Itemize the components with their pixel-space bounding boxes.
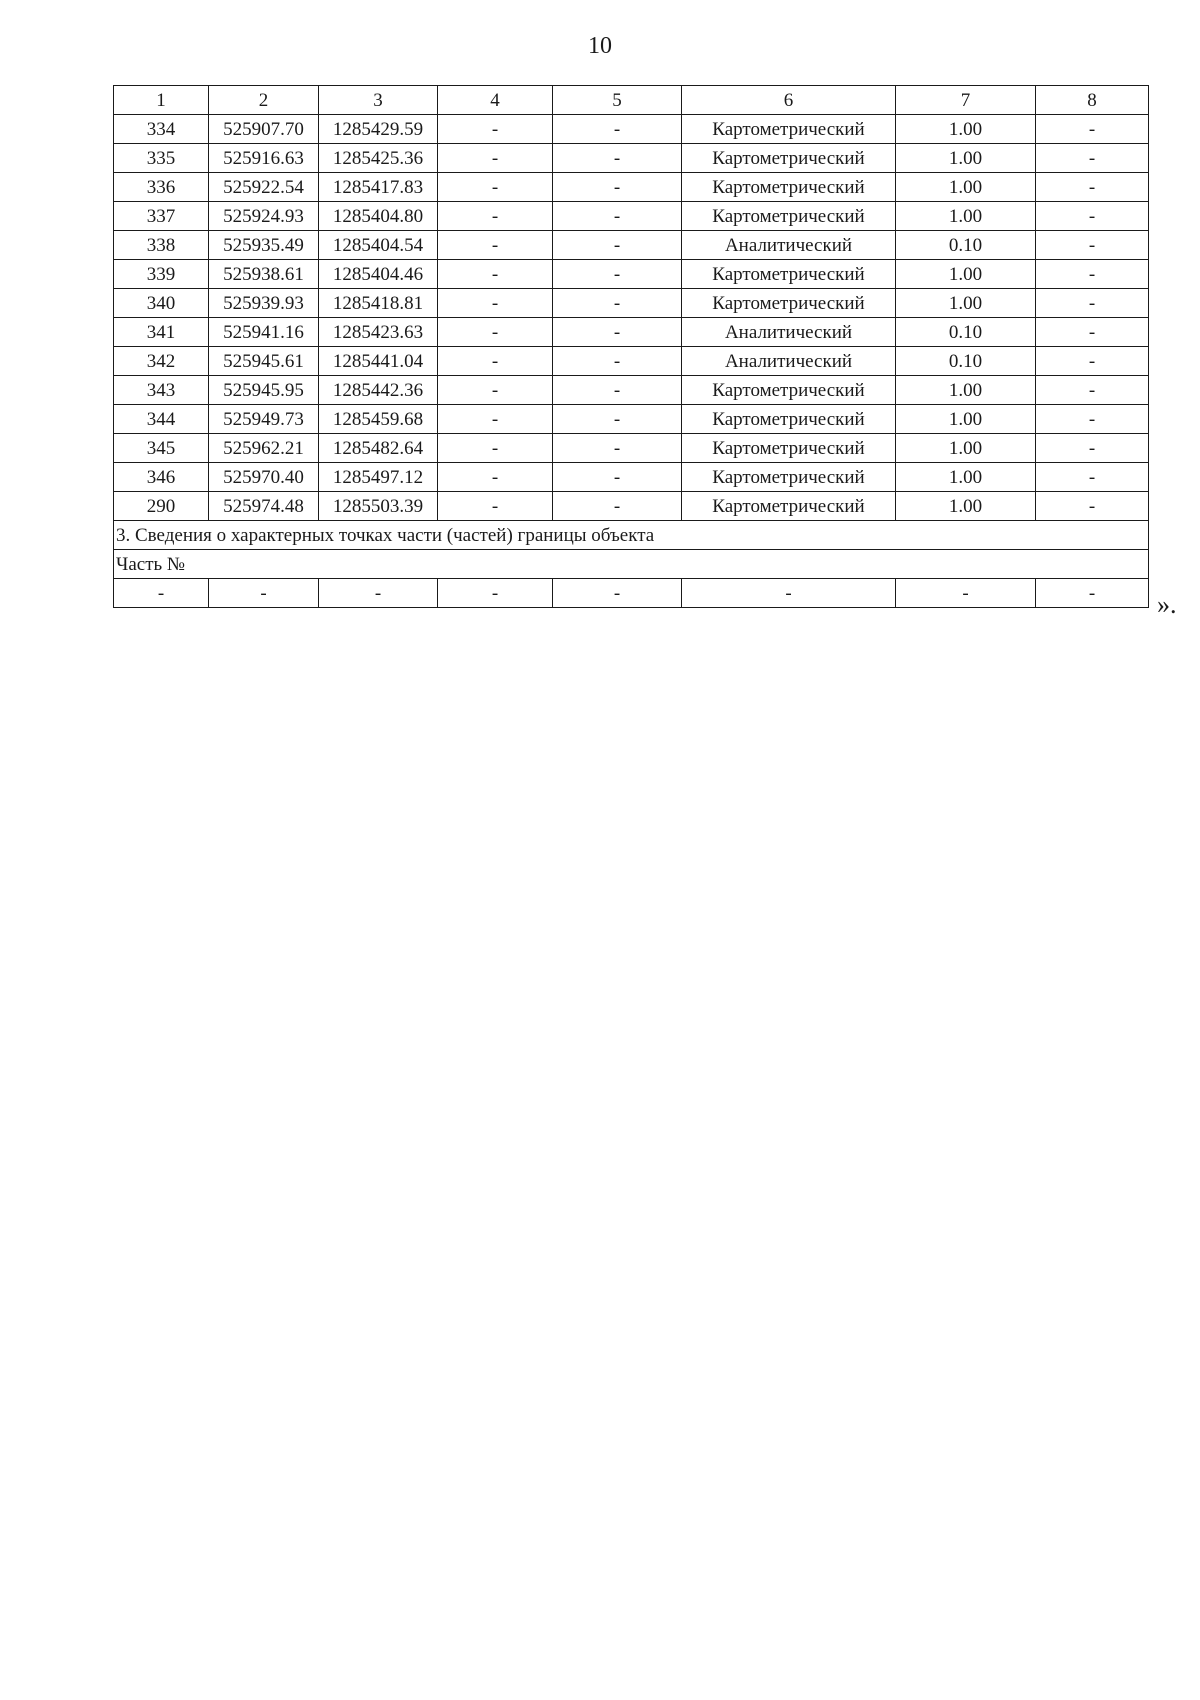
table-cell: Аналитический (682, 347, 896, 376)
table-cell: 1.00 (896, 376, 1036, 405)
header-cell: 8 (1036, 86, 1149, 115)
table-cell: - (438, 289, 553, 318)
table-row (114, 289, 1149, 318)
table-cell: 338 (114, 231, 209, 260)
table-cell: Картометрический (682, 260, 896, 289)
table-cell: 1285503.39 (319, 492, 438, 521)
table-cell: 1285459.68 (319, 405, 438, 434)
table-cell: 337 (114, 202, 209, 231)
table-cell: 525924.93 (209, 202, 319, 231)
table-cell: 525941.16 (209, 318, 319, 347)
table-cell: 1285482.64 (319, 434, 438, 463)
table-row (114, 260, 1149, 289)
empty-cell: - (438, 579, 553, 608)
table-cell: - (1036, 289, 1149, 318)
table-cell: 525916.63 (209, 144, 319, 173)
table-cell: - (438, 492, 553, 521)
table-cell: 1.00 (896, 173, 1036, 202)
table-cell: 341 (114, 318, 209, 347)
table-cell: 1.00 (896, 115, 1036, 144)
header-cell: 6 (682, 86, 896, 115)
closing-quote-mark: ». (1157, 590, 1177, 619)
table-cell: 342 (114, 347, 209, 376)
table-cell: - (553, 144, 682, 173)
table-cell: 525938.61 (209, 260, 319, 289)
table-cell: - (1036, 463, 1149, 492)
table-cell: - (553, 202, 682, 231)
table-cell: 1285404.46 (319, 260, 438, 289)
table-cell: 525974.48 (209, 492, 319, 521)
part-label-row (114, 550, 1149, 579)
table-cell: - (1036, 347, 1149, 376)
table-cell: - (553, 173, 682, 202)
table-cell: 525970.40 (209, 463, 319, 492)
header-cell: 2 (209, 86, 319, 115)
table-cell: - (1036, 376, 1149, 405)
table-cell: 343 (114, 376, 209, 405)
table-cell: Картометрический (682, 492, 896, 521)
table-cell: 1285425.36 (319, 144, 438, 173)
table-cell: - (438, 463, 553, 492)
table-row (114, 173, 1149, 202)
table-cell: Картометрический (682, 289, 896, 318)
table-cell: 1285417.83 (319, 173, 438, 202)
table-cell: - (553, 492, 682, 521)
table-cell: 0.10 (896, 231, 1036, 260)
table-cell: - (553, 434, 682, 463)
table-cell: - (438, 173, 553, 202)
table-cell: 346 (114, 463, 209, 492)
table-cell: - (553, 318, 682, 347)
table-cell: - (1036, 173, 1149, 202)
table-cell: - (553, 463, 682, 492)
empty-cell: - (209, 579, 319, 608)
table-cell: 525945.95 (209, 376, 319, 405)
page-number: 10 (588, 33, 612, 59)
table-cell: 525922.54 (209, 173, 319, 202)
table-cell: 1285423.63 (319, 318, 438, 347)
table-cell: - (553, 405, 682, 434)
section-title-row (114, 521, 1149, 550)
table-cell: - (1036, 144, 1149, 173)
empty-cell: - (896, 579, 1036, 608)
table-row (114, 492, 1149, 521)
table-row (114, 347, 1149, 376)
table-cell: Картометрический (682, 202, 896, 231)
empty-row (114, 579, 1149, 608)
table-cell: 1285418.81 (319, 289, 438, 318)
header-cell: 4 (438, 86, 553, 115)
table-row (114, 376, 1149, 405)
table-cell: 525962.21 (209, 434, 319, 463)
table-cell: 345 (114, 434, 209, 463)
empty-cell: - (1036, 579, 1149, 608)
table-cell: - (1036, 434, 1149, 463)
table-cell: 1285404.54 (319, 231, 438, 260)
table-cell: 1285429.59 (319, 115, 438, 144)
empty-cell: - (114, 579, 209, 608)
table-cell: 1.00 (896, 434, 1036, 463)
empty-cell: - (553, 579, 682, 608)
table-cell: 336 (114, 173, 209, 202)
header-cell: 3 (319, 86, 438, 115)
table-cell: - (553, 347, 682, 376)
table-cell: - (438, 347, 553, 376)
coordinates-table-container (113, 85, 1149, 608)
table-cell: 339 (114, 260, 209, 289)
table-cell: 1.00 (896, 492, 1036, 521)
table-cell: 290 (114, 492, 209, 521)
table-cell: Картометрический (682, 144, 896, 173)
table-cell: - (553, 289, 682, 318)
table-cell: 1285404.80 (319, 202, 438, 231)
table-cell: - (553, 115, 682, 144)
table-row (114, 405, 1149, 434)
header-cell: 7 (896, 86, 1036, 115)
table-cell: 335 (114, 144, 209, 173)
table-cell: 344 (114, 405, 209, 434)
table-cell: 1285442.36 (319, 376, 438, 405)
table-cell: - (1036, 260, 1149, 289)
empty-cell: - (319, 579, 438, 608)
table-cell: 1.00 (896, 463, 1036, 492)
table-cell: - (553, 376, 682, 405)
table-cell: Картометрический (682, 173, 896, 202)
table-cell: - (438, 405, 553, 434)
table-cell: Аналитический (682, 231, 896, 260)
table-row (114, 144, 1149, 173)
table-cell: 1.00 (896, 260, 1036, 289)
table-cell: 525935.49 (209, 231, 319, 260)
table-cell: - (553, 260, 682, 289)
table-cell: - (1036, 202, 1149, 231)
table-cell: 1285441.04 (319, 347, 438, 376)
table-row (114, 434, 1149, 463)
table-cell: 334 (114, 115, 209, 144)
table-cell: - (1036, 492, 1149, 521)
table-cell: 525939.93 (209, 289, 319, 318)
table-cell: - (438, 144, 553, 173)
table-cell: - (1036, 405, 1149, 434)
table-cell: Картометрический (682, 405, 896, 434)
table-row (114, 115, 1149, 144)
table-cell: 340 (114, 289, 209, 318)
coordinates-table (113, 85, 1149, 608)
table-cell: Картометрический (682, 376, 896, 405)
header-row (114, 86, 1149, 115)
table-cell: - (438, 376, 553, 405)
table-cell: - (438, 434, 553, 463)
header-cell: 5 (553, 86, 682, 115)
section-title: 3. Сведения о характерных точках части (частей) границы объекта (114, 521, 1149, 550)
table-row (114, 463, 1149, 492)
table-row (114, 318, 1149, 347)
table-cell: 1.00 (896, 144, 1036, 173)
table-cell: 525907.70 (209, 115, 319, 144)
table-body (114, 86, 1149, 608)
table-cell: 1285497.12 (319, 463, 438, 492)
empty-cell: - (682, 579, 896, 608)
table-cell: 1.00 (896, 289, 1036, 318)
table-cell: - (1036, 318, 1149, 347)
table-cell: 0.10 (896, 318, 1036, 347)
table-cell: Картометрический (682, 434, 896, 463)
table-cell: Аналитический (682, 318, 896, 347)
table-cell: 525945.61 (209, 347, 319, 376)
table-cell: - (1036, 115, 1149, 144)
table-row (114, 231, 1149, 260)
table-cell: - (553, 231, 682, 260)
table-cell: - (1036, 231, 1149, 260)
table-cell: 1.00 (896, 405, 1036, 434)
table-cell: Картометрический (682, 463, 896, 492)
table-cell: - (438, 115, 553, 144)
table-cell: - (438, 231, 553, 260)
header-cell: 1 (114, 86, 209, 115)
part-label: Часть № (114, 550, 1149, 579)
table-cell: - (438, 202, 553, 231)
table-row (114, 202, 1149, 231)
table-cell: - (438, 260, 553, 289)
table-cell: 0.10 (896, 347, 1036, 376)
table-cell: 1.00 (896, 202, 1036, 231)
table-cell: - (438, 318, 553, 347)
table-cell: 525949.73 (209, 405, 319, 434)
table-cell: Картометрический (682, 115, 896, 144)
